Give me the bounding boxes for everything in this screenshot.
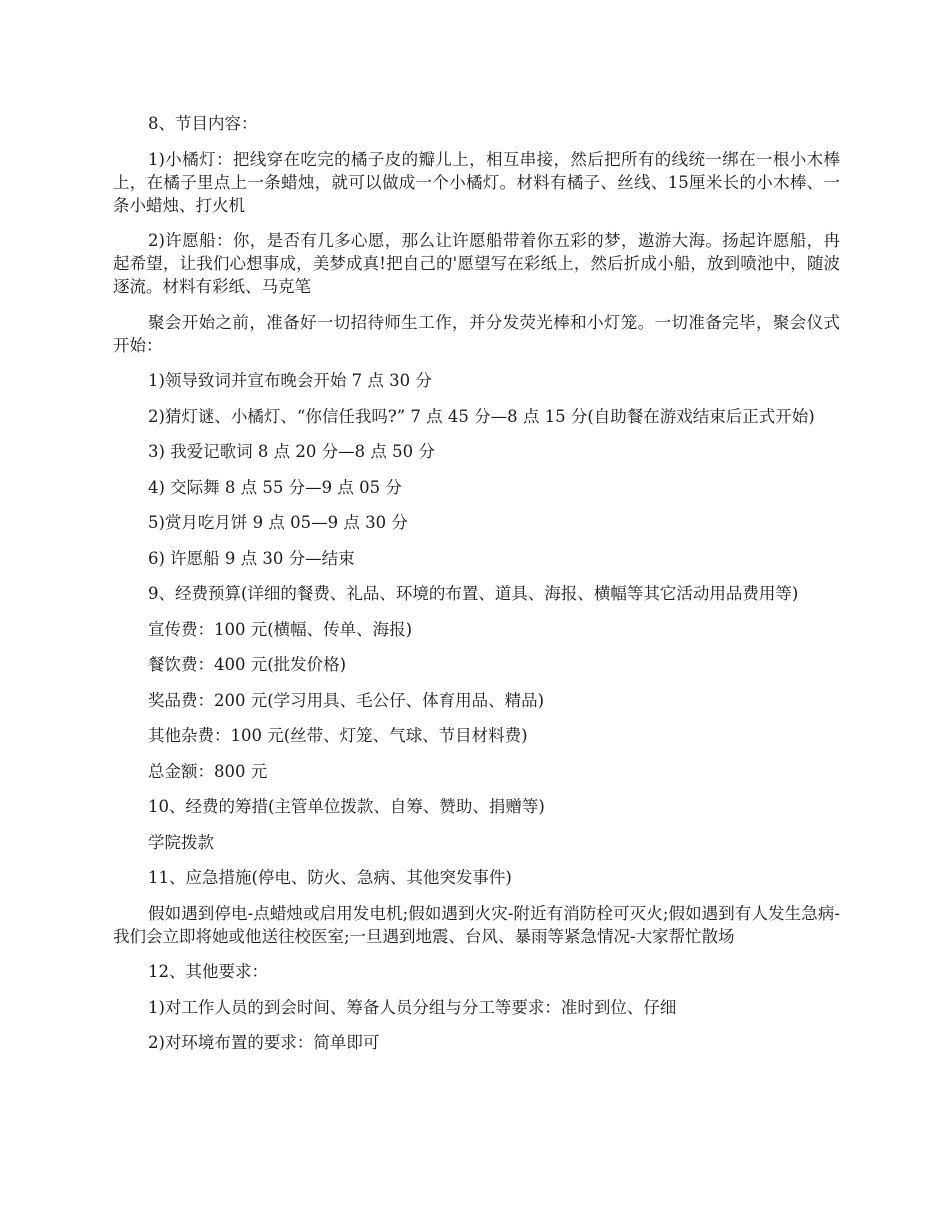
paragraph-wish-boat: 2)许愿船：你，是否有几多心愿，那么让许愿船带着你五彩的梦，遨游大海。扬起许愿船，冉起希望，让我们心想事成，美梦成真!把自己的'愿望写在彩纸上，然后折成小船，放到喷池中，随波逐流。材料有彩纸、马克笔 bbox=[113, 231, 840, 296]
schedule-item-opening: 1)领导致词并宣布晚会开始 7 点 30 分 bbox=[148, 371, 432, 390]
section-heading-funding: 10、经费的筹措(主管单位拨款、自筹、赞助、捐赠等) bbox=[148, 797, 545, 816]
budget-item-prizes: 奖品费：200 元(学习用具、毛公仔、体育用品、精品) bbox=[148, 690, 545, 710]
paragraph-funding-source: 学院拨款 bbox=[148, 832, 214, 852]
schedule-item-dance: 4) 交际舞 8 点 55 分—9 点 05 分 bbox=[148, 477, 402, 497]
paragraph-orange-lantern: 1)小橘灯：把线穿在吃完的橘子皮的瓣儿上，相互串接，然后把所有的线统一绑在一根小木棒上，在橘子里点上一条蜡烛，就可以做成一个小橘灯。材料有橘子、丝线、15厘米长的小木棒、一条小蜡烛、打火机 bbox=[113, 149, 840, 215]
paragraph-preparation: 聚会开始之前，准备好一切招待师生工作，并分发荧光棒和小灯笼。一切准备完毕，聚会仪式开始： bbox=[113, 312, 840, 355]
budget-item-catering: 餐饮费：400 元(批发价格) bbox=[148, 655, 347, 674]
schedule-item-wish-boat: 6) 许愿船 9 点 30 分—结束 bbox=[148, 548, 355, 568]
paragraph-emergency-measures: 假如遇到停电-点蜡烛或启用发电机;假如遇到火灾-附近有消防栓可灭火;假如遇到有人发生急病-我们会立即将她或他送往校医室;一旦遇到地震、台风、暴雨等紧急情况-大家帮忙散场 bbox=[113, 903, 840, 946]
budget-item-misc: 其他杂费：100 元(丝带、灯笼、气球、节目材料费) bbox=[148, 726, 528, 745]
document-page bbox=[113, 112, 840, 1067]
section-heading-budget: 9、经费预算(详细的餐费、礼品、环境的布置、道具、海报、横幅等其它活动用品费用等) bbox=[148, 584, 799, 603]
budget-item-publicity: 宣传费：100 元(横幅、传单、海报) bbox=[148, 619, 413, 639]
section-heading-other: 12、其他要求： bbox=[148, 962, 268, 981]
section-heading-emergency: 11、应急措施(停电、防火、急病、其他突发事件) bbox=[148, 868, 512, 887]
section-heading-program: 8、节目内容： bbox=[148, 114, 258, 133]
requirement-staff: 1)对工作人员的到会时间、筹备人员分组与分工等要求：准时到位、仔细 bbox=[148, 997, 677, 1017]
schedule-item-lyrics: 3) 我爱记歌词 8 点 20 分—8 点 50 分 bbox=[148, 442, 435, 461]
requirement-environment: 2)对环境布置的要求：简单即可 bbox=[148, 1033, 380, 1052]
budget-total: 总金额：800 元 bbox=[148, 761, 268, 781]
schedule-item-games: 2)猜灯谜、小橘灯、“你信任我吗?” 7 点 45 分—8 点 15 分(自助餐在游戏结束后正式开始) bbox=[148, 406, 815, 426]
schedule-item-mooncake: 5)赏月吃月饼 9 点 05—9 点 30 分 bbox=[148, 513, 408, 532]
